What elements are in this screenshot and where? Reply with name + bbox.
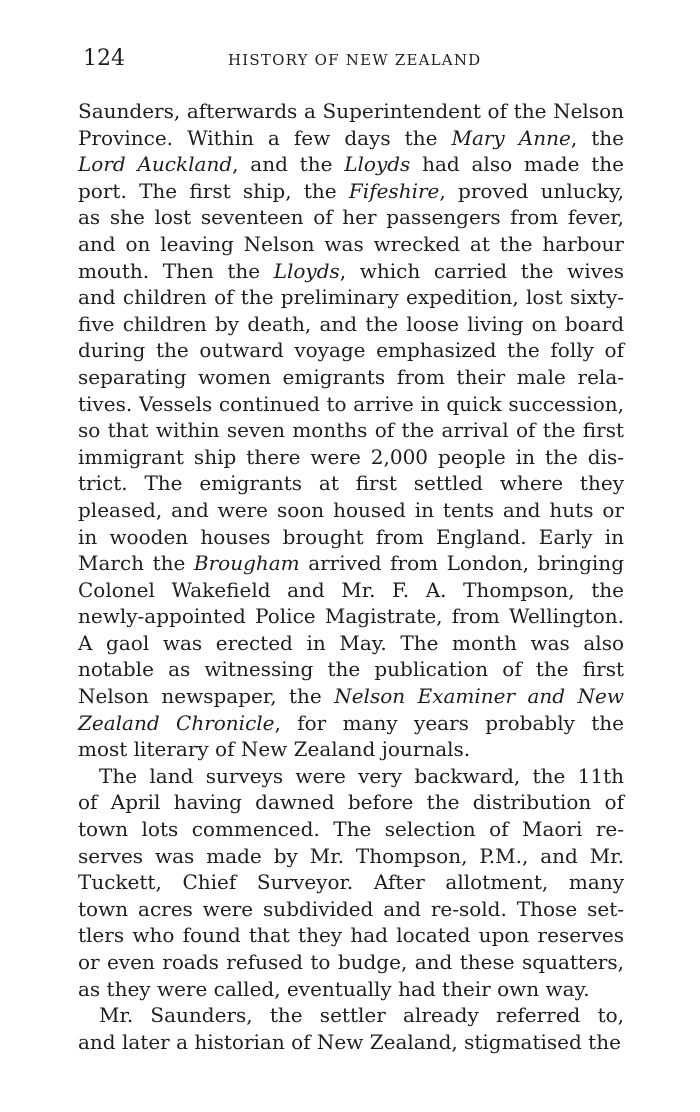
text-line: so that within seven months of the arrival of the first — [78, 418, 624, 443]
page-number: 124 — [83, 46, 125, 71]
text-line: as they were called, eventually had their own way. — [78, 976, 590, 1001]
text-line: newly-appointed Police Magistrate, from Wellington. — [78, 604, 624, 629]
text-line: separating women emigrants from their male rela- — [78, 364, 624, 389]
text-line: during the outward voyage emphasized the folly of — [78, 338, 624, 363]
text-line: and later a historian of New Zealand, stigmatised the — [78, 1029, 621, 1054]
text-line: town lots commenced. The selection of Maori re- — [78, 817, 624, 842]
text-line: tlers who found that they had located upon reserves — [78, 923, 624, 948]
body-text — [78, 98, 624, 1055]
text-line: as she lost seventeen of her passengers from fever, — [78, 205, 624, 230]
text-line: Tuckett, Chief Surveyor. After allotment, many — [78, 870, 624, 895]
running-title: HISTORY OF NEW ZEALAND — [228, 51, 482, 69]
paragraph — [78, 1002, 624, 1055]
text-line: Mr. Saunders, the settler already referred to, — [99, 1003, 624, 1028]
text-line: Zealand Chronicle, for many years probably the — [78, 710, 624, 735]
text-line: Lord Auckland, and the Lloyds had also made the — [78, 152, 624, 177]
text-line: Nelson newspaper, the Nelson Examiner and New — [78, 684, 624, 709]
text-line: Province. Within a few days the Mary Anne, the — [78, 125, 624, 150]
text-line: A gaol was erected in May. The month was also — [78, 630, 624, 655]
text-line: town acres were subdivided and re-sold. Those set- — [78, 896, 624, 921]
text-line: port. The first ship, the Fifeshire, proved unlucky, — [78, 178, 624, 203]
text-line: mouth. Then the Lloyds, which carried the wives — [78, 258, 624, 283]
text-line: of April having dawned before the distribution of — [78, 790, 624, 815]
text-line: trict. The emigrants at first settled where they — [78, 471, 624, 496]
text-line: immigrant ship there were 2,000 people in the dis- — [78, 444, 624, 469]
text-line: five children by death, and the loose living on board — [78, 311, 624, 336]
text-line: pleased, and were soon housed in tents and huts or — [78, 497, 624, 522]
text-line: or even roads refused to budge, and these squatters, — [78, 950, 624, 974]
text-line: and on leaving Nelson was wrecked at the harbour — [78, 231, 624, 256]
page-header — [0, 44, 700, 74]
text-line: March the Brougham arrived from London, bringing — [78, 551, 624, 576]
text-line: Saunders, afterwards a Superintendent of the Nelson — [78, 99, 624, 123]
text-line: tives. Vessels continued to arrive in quick succession, — [78, 391, 624, 416]
text-line: and children of the preliminary expedition, lost sixty- — [78, 285, 624, 310]
text-line: notable as witnessing the publication of the first — [78, 657, 624, 682]
paragraph — [78, 98, 624, 763]
text-line: most literary of New Zealand journals. — [78, 737, 471, 762]
text-line: serves was made by Mr. Thompson, P.M., and Mr. — [78, 843, 624, 868]
text-line: in wooden houses brought from England. Early in — [78, 524, 624, 549]
text-line: Colonel Wakefield and Mr. F. A. Thompson, the — [78, 577, 624, 602]
text-line: The land surveys were very backward, the 11th — [99, 763, 624, 788]
paragraph — [78, 763, 624, 1002]
